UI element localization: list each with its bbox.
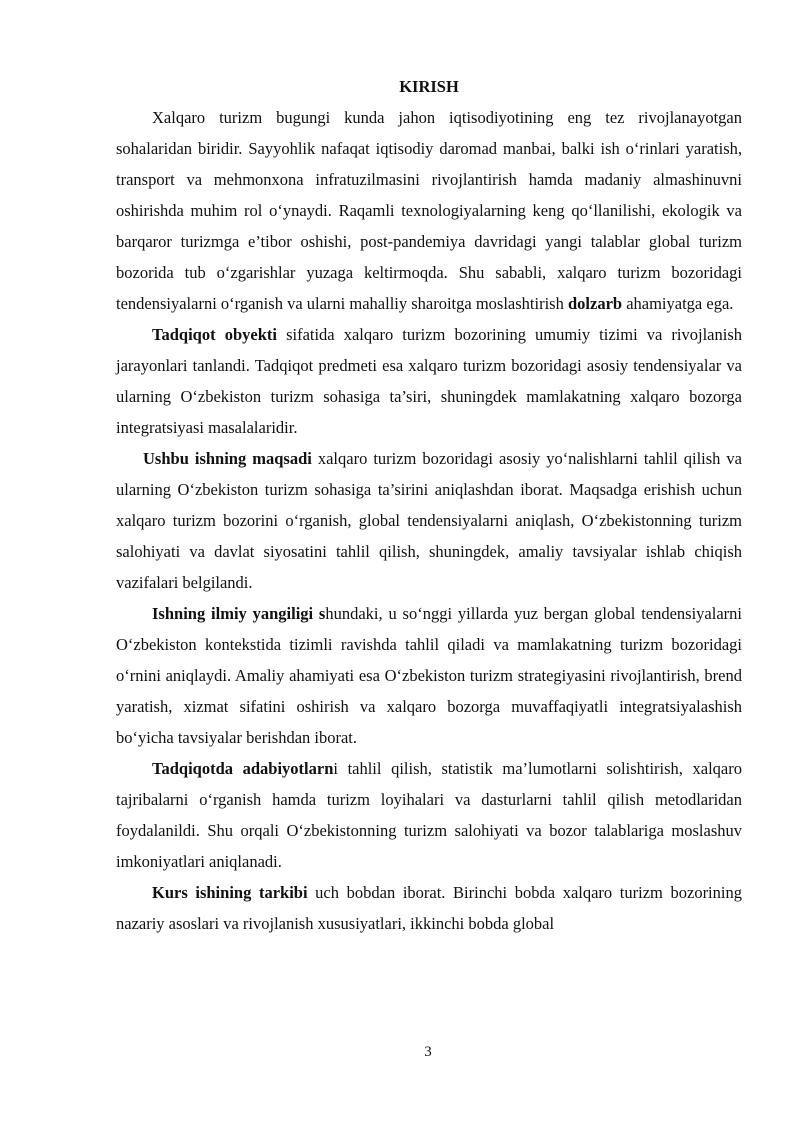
paragraph-text: uch bobdan iborat. Birinchi bobda xalqaro turizm bozorining nazariy asoslari va rivojlanish xususiyatlari, ikkinchi bobda global bbox=[116, 883, 742, 933]
paragraph-structure bbox=[116, 877, 742, 939]
paragraph-lead: Ishning ilmiy yangiligi s bbox=[152, 604, 326, 623]
paragraph-text: Xalqaro turizm bugungi kunda jahon iqtisodiyotining eng tez rivojlanayotgan sohalaridan biridir. Sayyohlik nafaqat iqtisodiy daromad manbai, balki ish o‘rinlari yaratish, transport va mehmonxona infratuzilmasini rivojlantirish hamda madaniy almashinuvni oshirishda muhim rol o‘ynaydi. Raqamli texnologiyalarning keng qo‘llanilishi, ekologik va barqaror turizmga e’tibor oshishi, post-pandemiya davridagi yangi talablar global turizm bozorida tub o‘zgarishlar yuzaga keltirmoqda. Shu sababli, xalqaro turizm bozoridagi tendensiyalarni o‘rganish va ularni mahalliy sharoitga moslashtirish bbox=[116, 108, 742, 313]
paragraph-introduction bbox=[116, 102, 742, 319]
paragraph-lead: Kurs ishining tarkibi bbox=[152, 883, 308, 902]
paragraph-text: hundaki, u so‘nggi yillarda yuz bergan global tendensiyalarni O‘zbekiston kontekstida tizimli ravishda tahlil qiladi va mamlakatning turizm bozoridagi o‘rnini aniqlaydi. Amaliy ahamiyati esa O‘zbekiston turizm strategiyasini rivojlantirish, brend yaratish, xizmat sifatini oshirish va xalqaro bozorga muvaffaqiyatli integratsiyalashish bo‘yicha tavsiyalar berishdan iborat. bbox=[116, 604, 742, 747]
paragraph-lead: Ushbu ishning maqsadi bbox=[143, 449, 312, 468]
paragraph-lead: Tadqiqotda adabiyotlarn bbox=[152, 759, 334, 778]
paragraph-scientific-novelty bbox=[116, 598, 742, 753]
paragraph-research-object bbox=[116, 319, 742, 443]
page-number: 3 bbox=[424, 1044, 432, 1060]
document-page bbox=[116, 74, 742, 939]
paragraph-tail: ahamiyatga ega. bbox=[622, 294, 734, 313]
paragraph-methods bbox=[116, 753, 742, 877]
paragraph-work-goal bbox=[116, 443, 742, 598]
paragraph-text: sifatida xalqaro turizm bozorining umumiy tizimi va rivojlanish jarayonlari tanlandi. Tadqiqot predmeti esa xalqaro turizm bozoridagi asosiy tendensiyalar va ularning O‘zbekiston turizm sohasiga ta’siri, shuningdek mamlakatning xalqaro bozorga integratsiyasi masalalaridir. bbox=[116, 325, 743, 437]
inline-bold-term: dolzarb bbox=[567, 294, 623, 313]
paragraph-text: i tahlil qilish, statistik ma’lumotlarni solishtirish, xalqaro tajribalarni o‘rganish hamda turizm loyihalari va dasturlarni tahlil qilish metodlaridan foydalanildi. Shu orqali O‘zbekistonning turizm salohiyati va bozor talablariga moslashuv imkoniyatlari aniqlanadi. bbox=[116, 759, 742, 871]
paragraph-text: xalqaro turizm bozoridagi asosiy yo‘nalishlarni tahlil qilish va ularning O‘zbekiston turizm sohasiga ta’sirini aniqlashdan iborat. Maqsadga erishish uchun xalqaro turizm bozorini o‘rganish, global tendensiyalarni aniqlash, O‘zbekistonning turizm salohiyati va davlat siyosatini tahlil qilish, shuningdek, amaliy tavsiyalar ishlab chiqish vazifalari belgilandi. bbox=[116, 449, 742, 592]
section-title: KIRISH bbox=[399, 77, 459, 96]
paragraph-lead: Tadqiqot obyekti bbox=[152, 325, 277, 344]
